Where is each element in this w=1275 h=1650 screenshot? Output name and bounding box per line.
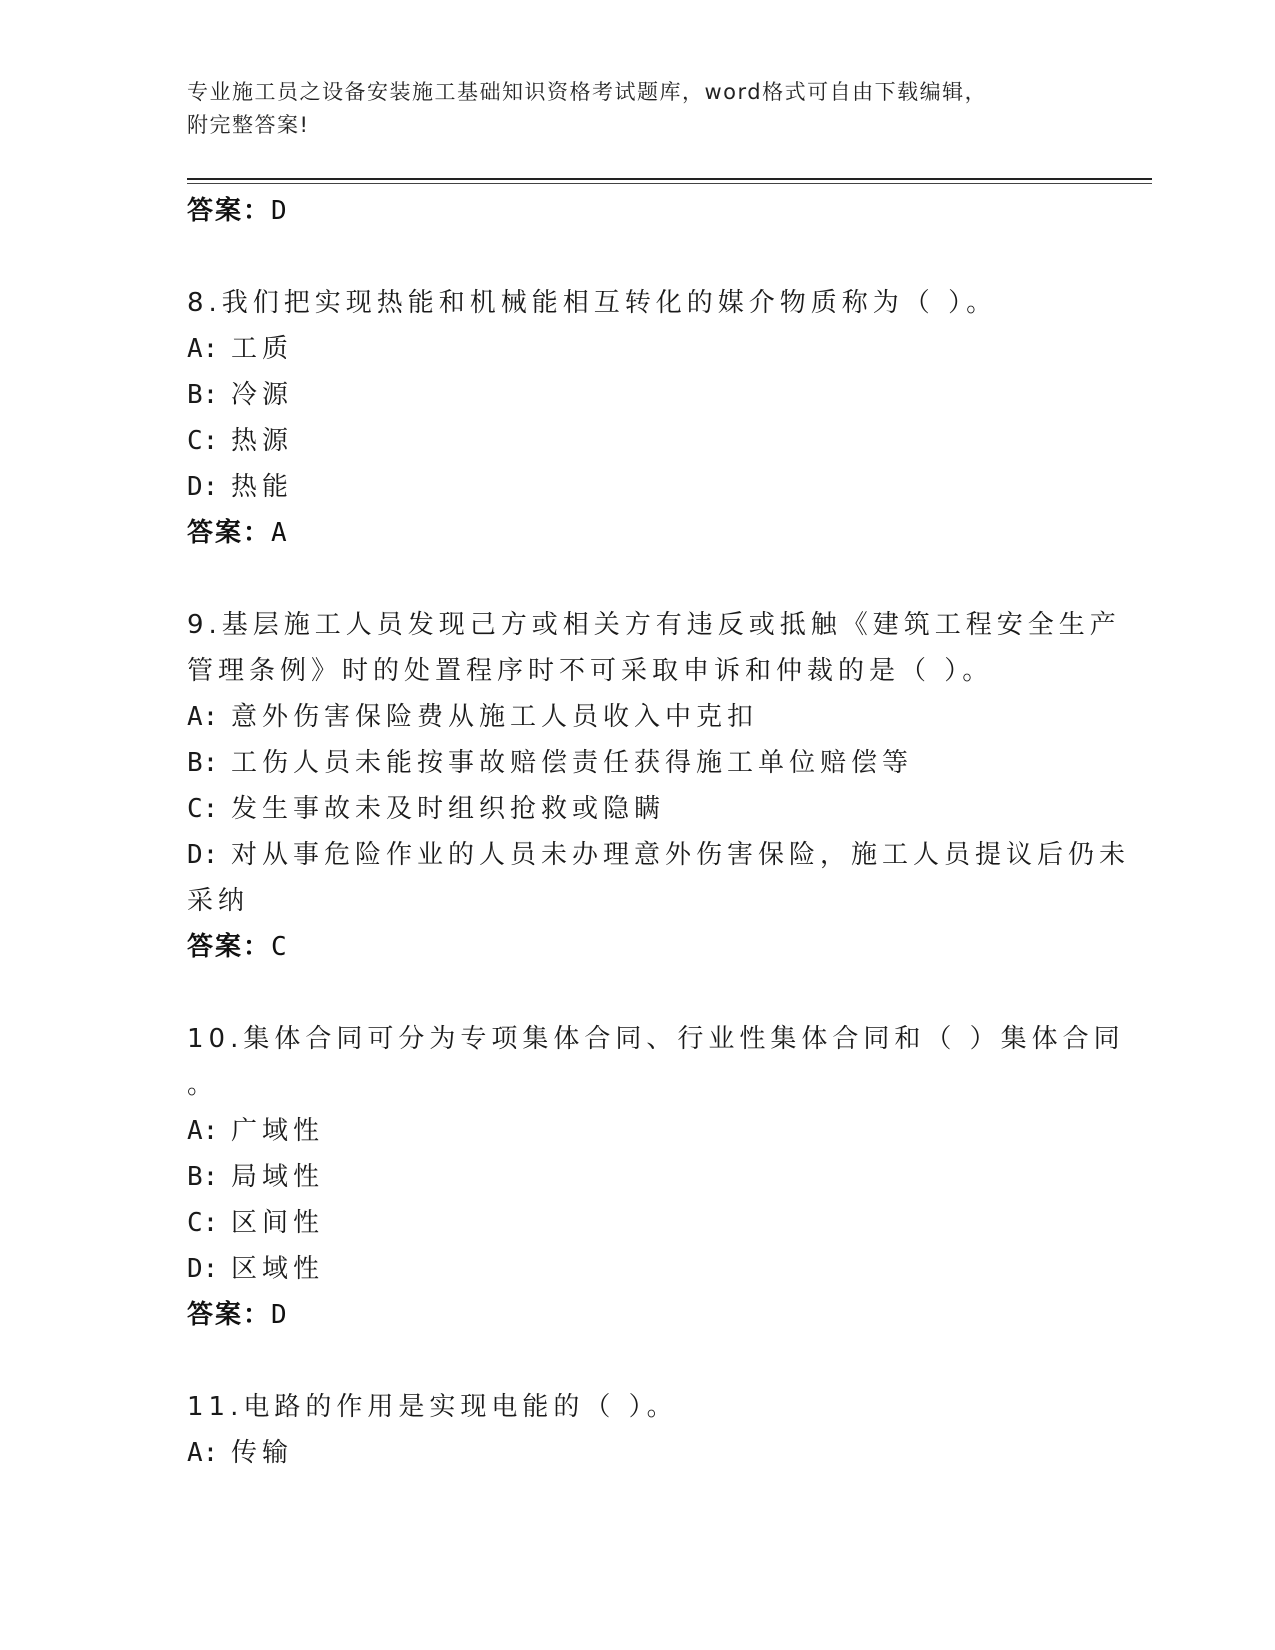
answer-value: C: [271, 932, 289, 962]
option-d-continued: 采纳: [187, 886, 250, 916]
option-letter: C:: [187, 794, 219, 824]
question-stem: 9.基层施工人员发现己方或相关方有违反或抵触《建筑工程安全生产: [187, 610, 1121, 640]
spacer: [187, 234, 1087, 280]
header-rule-thick: [187, 178, 1152, 180]
answer-line: [187, 1292, 1087, 1338]
spacer: [187, 556, 1087, 602]
header-rule-thin: [187, 183, 1152, 184]
option-letter: C:: [187, 426, 219, 456]
option-letter: D:: [187, 472, 219, 502]
option-letter: A:: [187, 1438, 219, 1468]
option-b: [187, 740, 1087, 786]
answer-value: D: [271, 1300, 289, 1330]
option-a: [187, 694, 1087, 740]
answer-label: 答案：: [187, 932, 272, 962]
option-b: [187, 372, 1087, 418]
option-a: [187, 1430, 1087, 1476]
option-letter: A:: [187, 702, 219, 732]
option-text: 工伤人员未能按事故赔偿责任获得施工单位赔偿等: [231, 748, 914, 778]
answer-line: [187, 510, 1087, 556]
document-header: [187, 76, 1067, 142]
option-letter: A:: [187, 334, 219, 364]
answer-value: A: [271, 518, 289, 548]
option-c: [187, 418, 1087, 464]
spacer: [187, 1338, 1087, 1384]
question-9: [187, 602, 1131, 970]
option-letter: D:: [187, 1254, 219, 1284]
option-b: [187, 1154, 1087, 1200]
header-line-1: 专业施工员之设备安装施工基础知识资格考试题库，word格式可自由下载编辑，: [187, 80, 988, 104]
answer-value: D: [271, 196, 289, 226]
question-stem: 10.集体合同可分为专项集体合同、行业性集体合同和（ ）集体合同: [187, 1024, 1125, 1054]
option-text: 意外伤害保险费从施工人员收入中克扣: [231, 702, 759, 732]
answer-label: 答案：: [187, 196, 272, 226]
option-text: 传输: [231, 1438, 294, 1468]
option-text: 热源: [231, 426, 294, 456]
question-11: [187, 1384, 1087, 1476]
option-a: [187, 1108, 1087, 1154]
option-d: [187, 832, 1131, 878]
header-line-2: 附完整答案!: [187, 113, 310, 137]
option-letter: C:: [187, 1208, 219, 1238]
option-text: 热能: [231, 472, 294, 502]
option-d: [187, 464, 1087, 510]
option-c: [187, 786, 1087, 832]
spacer: [187, 970, 1087, 1016]
option-letter: B:: [187, 1162, 219, 1192]
option-text: 对从事危险作业的人员未办理意外伤害保险，施工人员提议后仍未: [231, 840, 1131, 870]
answer-line: [187, 188, 1087, 234]
option-a: [187, 326, 1087, 372]
question-stem: 8.我们把实现热能和机械能相互转化的媒介物质称为（ ）。: [187, 288, 998, 318]
answer-line: [187, 924, 1087, 970]
option-text: 区域性: [231, 1254, 325, 1284]
option-text: 区间性: [231, 1208, 325, 1238]
option-text: 冷源: [231, 380, 294, 410]
option-letter: B:: [187, 748, 219, 778]
option-d: [187, 1246, 1087, 1292]
question-stem-continued: 。: [187, 1070, 219, 1100]
question-10: [187, 1016, 1125, 1338]
answer-label: 答案：: [187, 518, 272, 548]
option-letter: B:: [187, 380, 219, 410]
option-text: 广域性: [231, 1116, 325, 1146]
option-c: [187, 1200, 1087, 1246]
option-text: 工质: [231, 334, 294, 364]
option-text: 局域性: [231, 1162, 325, 1192]
option-text: 发生事故未及时组织抢救或隐瞒: [231, 794, 666, 824]
option-letter: A:: [187, 1116, 219, 1146]
question-stem: 11.电路的作用是实现电能的（ ）。: [187, 1392, 678, 1422]
question-list: [187, 188, 1131, 1476]
question-stem-continued: 管理条例》时的处置程序时不可采取申诉和仲裁的是（ ）。: [187, 656, 994, 686]
question-8: [187, 280, 1087, 556]
option-letter: D:: [187, 840, 219, 870]
answer-label: 答案：: [187, 1300, 272, 1330]
